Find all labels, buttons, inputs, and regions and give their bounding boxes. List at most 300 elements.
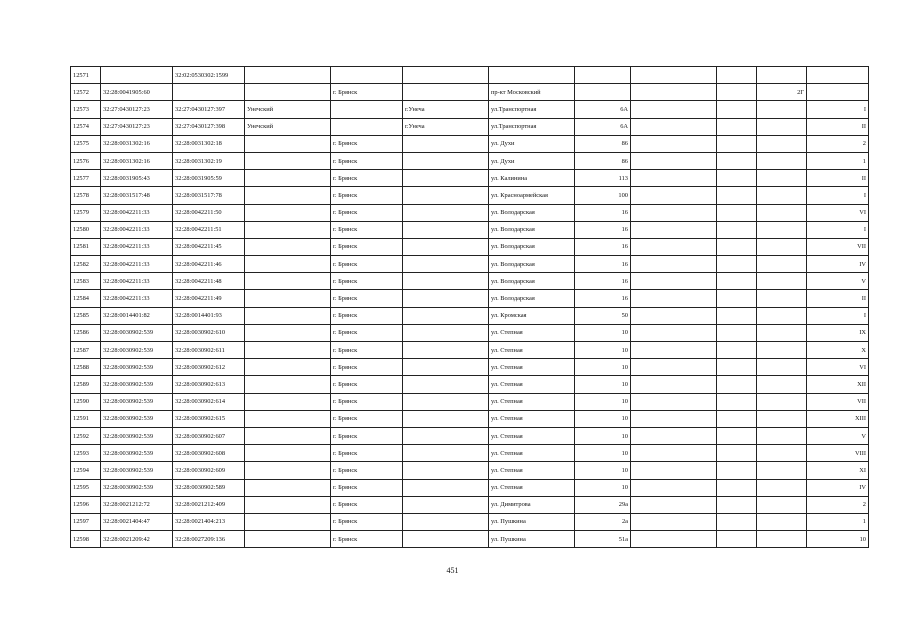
building-cell	[631, 118, 717, 135]
room-number-cell: I	[807, 221, 869, 238]
city-cell: г. Брянск	[331, 273, 403, 290]
city-cell: г. Брянск	[331, 462, 403, 479]
town-cell	[403, 273, 489, 290]
city-cell: г. Брянск	[331, 427, 403, 444]
street-cell: ул. Степная	[489, 393, 575, 410]
row-number-cell: 12573	[71, 101, 101, 118]
unit-cell	[757, 427, 807, 444]
letter-cell	[717, 290, 757, 307]
district-cell	[245, 238, 331, 255]
town-cell	[403, 479, 489, 496]
cadastral-number-cell: 32:28:0030902:615	[173, 410, 245, 427]
cadastral-number-cell: 32:28:0031302:19	[173, 152, 245, 169]
town-cell	[403, 221, 489, 238]
building-cell	[631, 238, 717, 255]
street-cell: ул. Володарская	[489, 221, 575, 238]
letter-cell	[717, 170, 757, 187]
building-cell	[631, 342, 717, 359]
district-cell	[245, 324, 331, 341]
letter-cell	[717, 101, 757, 118]
cadastral-block-cell: 32:28:0042211:33	[101, 221, 173, 238]
unit-cell	[757, 170, 807, 187]
unit-cell	[757, 67, 807, 84]
room-number-cell	[807, 84, 869, 101]
city-cell: г. Брянск	[331, 170, 403, 187]
city-cell: г. Брянск	[331, 187, 403, 204]
letter-cell	[717, 393, 757, 410]
building-cell	[631, 410, 717, 427]
cadastral-number-cell: 32:27:0430127:398	[173, 118, 245, 135]
row-number-cell: 12571	[71, 67, 101, 84]
room-number-cell: I	[807, 101, 869, 118]
cadastral-number-cell: 32:28:0031517:78	[173, 187, 245, 204]
letter-cell	[717, 427, 757, 444]
cadastral-block-cell: 32:28:0014401:82	[101, 307, 173, 324]
table-row	[71, 152, 869, 169]
district-cell	[245, 152, 331, 169]
house-number-cell: 10	[575, 376, 631, 393]
district-cell	[245, 187, 331, 204]
house-number-cell	[575, 67, 631, 84]
unit-cell	[757, 101, 807, 118]
building-cell	[631, 67, 717, 84]
row-number-cell: 12588	[71, 359, 101, 376]
building-cell	[631, 152, 717, 169]
street-cell: ул. Духи	[489, 135, 575, 152]
building-cell	[631, 221, 717, 238]
unit-cell	[757, 479, 807, 496]
row-number-cell: 12580	[71, 221, 101, 238]
cadastral-block-cell: 32:28:0021404:47	[101, 513, 173, 530]
district-cell	[245, 410, 331, 427]
house-number-cell: 100	[575, 187, 631, 204]
district-cell	[245, 290, 331, 307]
town-cell	[403, 342, 489, 359]
unit-cell	[757, 496, 807, 513]
building-cell	[631, 462, 717, 479]
letter-cell	[717, 67, 757, 84]
row-number-cell: 12579	[71, 204, 101, 221]
room-number-cell: 1	[807, 513, 869, 530]
letter-cell	[717, 531, 757, 548]
street-cell: ул. Володарская	[489, 290, 575, 307]
cadastral-number-cell: 32:28:0030902:610	[173, 324, 245, 341]
building-cell	[631, 204, 717, 221]
building-cell	[631, 170, 717, 187]
table-row	[71, 359, 869, 376]
district-cell	[245, 273, 331, 290]
city-cell: г. Брянск	[331, 376, 403, 393]
street-cell: ул. Пушкина	[489, 513, 575, 530]
unit-cell	[757, 531, 807, 548]
building-cell	[631, 307, 717, 324]
district-cell: Унечский	[245, 101, 331, 118]
street-cell: ул. Степная	[489, 324, 575, 341]
row-number-cell: 12574	[71, 118, 101, 135]
table-row	[71, 187, 869, 204]
letter-cell	[717, 479, 757, 496]
unit-cell	[757, 462, 807, 479]
row-number-cell: 12596	[71, 496, 101, 513]
house-number-cell: 50	[575, 307, 631, 324]
town-cell	[403, 359, 489, 376]
room-number-cell: XI	[807, 462, 869, 479]
cadastral-number-cell: 32:28:0030902:609	[173, 462, 245, 479]
town-cell	[403, 238, 489, 255]
town-cell	[403, 256, 489, 273]
row-number-cell: 12589	[71, 376, 101, 393]
city-cell: г. Брянск	[331, 531, 403, 548]
row-number-cell: 12584	[71, 290, 101, 307]
town-cell	[403, 307, 489, 324]
row-number-cell: 12577	[71, 170, 101, 187]
district-cell	[245, 513, 331, 530]
cadastral-block-cell: 32:28:0030902:539	[101, 427, 173, 444]
table-row	[71, 238, 869, 255]
town-cell: г.Унеча	[403, 101, 489, 118]
district-cell	[245, 445, 331, 462]
house-number-cell: 16	[575, 290, 631, 307]
district-cell	[245, 256, 331, 273]
cadastral-block-cell: 32:28:0030902:539	[101, 359, 173, 376]
town-cell	[403, 376, 489, 393]
table-row	[71, 462, 869, 479]
building-cell	[631, 84, 717, 101]
cadastral-number-cell: 32:28:0030902:613	[173, 376, 245, 393]
street-cell: ул. Степная	[489, 445, 575, 462]
cadastral-block-cell: 32:28:0030902:539	[101, 324, 173, 341]
cadastral-block-cell: 32:28:0041905:60	[101, 84, 173, 101]
city-cell: г. Брянск	[331, 342, 403, 359]
street-cell	[489, 67, 575, 84]
letter-cell	[717, 238, 757, 255]
building-cell	[631, 445, 717, 462]
building-cell	[631, 135, 717, 152]
building-cell	[631, 393, 717, 410]
cadastral-block-cell: 32:27:0430127:23	[101, 118, 173, 135]
city-cell: г. Брянск	[331, 135, 403, 152]
letter-cell	[717, 221, 757, 238]
table-row	[71, 531, 869, 548]
table-row	[71, 427, 869, 444]
letter-cell	[717, 410, 757, 427]
room-number-cell: II	[807, 170, 869, 187]
letter-cell	[717, 152, 757, 169]
building-cell	[631, 376, 717, 393]
cadastral-block-cell: 32:28:0031517:48	[101, 187, 173, 204]
street-cell: ул. Степная	[489, 410, 575, 427]
row-number-cell: 12597	[71, 513, 101, 530]
table-row	[71, 170, 869, 187]
table-row	[71, 101, 869, 118]
unit-cell	[757, 204, 807, 221]
row-number-cell: 12591	[71, 410, 101, 427]
building-cell	[631, 324, 717, 341]
cadastral-block-cell: 32:28:0031302:16	[101, 135, 173, 152]
cadastral-number-cell: 32:28:0042211:48	[173, 273, 245, 290]
city-cell: г. Брянск	[331, 221, 403, 238]
house-number-cell: 29а	[575, 496, 631, 513]
letter-cell	[717, 84, 757, 101]
row-number-cell: 12593	[71, 445, 101, 462]
street-cell: ул. Степная	[489, 342, 575, 359]
unit-cell	[757, 221, 807, 238]
room-number-cell: 2	[807, 135, 869, 152]
city-cell	[331, 67, 403, 84]
cadastral-block-cell: 32:28:0030902:539	[101, 410, 173, 427]
cadastral-number-cell: 32:28:0042211:49	[173, 290, 245, 307]
room-number-cell: XII	[807, 376, 869, 393]
cadastral-block-cell: 32:28:0030902:539	[101, 342, 173, 359]
city-cell	[331, 118, 403, 135]
cadastral-block-cell: 32:28:0030902:539	[101, 376, 173, 393]
unit-cell	[757, 445, 807, 462]
street-cell: ул. Володарская	[489, 238, 575, 255]
town-cell: г.Унеча	[403, 118, 489, 135]
building-cell	[631, 496, 717, 513]
room-number-cell: 1	[807, 152, 869, 169]
letter-cell	[717, 273, 757, 290]
row-number-cell: 12592	[71, 427, 101, 444]
row-number-cell: 12582	[71, 256, 101, 273]
property-register-table	[70, 66, 869, 548]
row-number-cell: 12578	[71, 187, 101, 204]
room-number-cell: X	[807, 342, 869, 359]
letter-cell	[717, 462, 757, 479]
cadastral-number-cell	[173, 84, 245, 101]
cadastral-number-cell: 32:28:0021404:213	[173, 513, 245, 530]
city-cell: г. Брянск	[331, 479, 403, 496]
city-cell: г. Брянск	[331, 410, 403, 427]
room-number-cell: VI	[807, 204, 869, 221]
street-cell: ул. Степная	[489, 376, 575, 393]
house-number-cell: 2а	[575, 513, 631, 530]
table-row	[71, 410, 869, 427]
table-row	[71, 273, 869, 290]
letter-cell	[717, 118, 757, 135]
district-cell	[245, 204, 331, 221]
table-row	[71, 445, 869, 462]
city-cell: г. Брянск	[331, 256, 403, 273]
building-cell	[631, 531, 717, 548]
table-row	[71, 393, 869, 410]
cadastral-block-cell: 32:28:0042211:33	[101, 238, 173, 255]
cadastral-block-cell: 32:28:0031905:43	[101, 170, 173, 187]
unit-cell	[757, 307, 807, 324]
table-row	[71, 221, 869, 238]
district-cell: Унечский	[245, 118, 331, 135]
row-number-cell: 12598	[71, 531, 101, 548]
town-cell	[403, 135, 489, 152]
room-number-cell: VII	[807, 238, 869, 255]
letter-cell	[717, 513, 757, 530]
street-cell: ул.Транспортная	[489, 118, 575, 135]
unit-cell	[757, 152, 807, 169]
table-row	[71, 290, 869, 307]
city-cell: г. Брянск	[331, 496, 403, 513]
table-row	[71, 307, 869, 324]
house-number-cell: 51а	[575, 531, 631, 548]
table-row	[71, 256, 869, 273]
city-cell: г. Брянск	[331, 324, 403, 341]
house-number-cell: 113	[575, 170, 631, 187]
street-cell: ул. Степная	[489, 359, 575, 376]
letter-cell	[717, 187, 757, 204]
town-cell	[403, 152, 489, 169]
room-number-cell: II	[807, 290, 869, 307]
house-number-cell: 86	[575, 152, 631, 169]
town-cell	[403, 324, 489, 341]
unit-cell	[757, 410, 807, 427]
cadastral-block-cell	[101, 67, 173, 84]
table-row	[71, 324, 869, 341]
row-number-cell: 12581	[71, 238, 101, 255]
house-number-cell: 16	[575, 256, 631, 273]
town-cell	[403, 187, 489, 204]
letter-cell	[717, 324, 757, 341]
city-cell: г. Брянск	[331, 393, 403, 410]
house-number-cell: 10	[575, 427, 631, 444]
cadastral-number-cell: 32:28:0042211:51	[173, 221, 245, 238]
building-cell	[631, 427, 717, 444]
letter-cell	[717, 376, 757, 393]
district-cell	[245, 462, 331, 479]
building-cell	[631, 290, 717, 307]
table-row	[71, 513, 869, 530]
district-cell	[245, 307, 331, 324]
unit-cell	[757, 135, 807, 152]
table-row	[71, 479, 869, 496]
unit-cell	[757, 324, 807, 341]
building-cell	[631, 479, 717, 496]
cadastral-block-cell: 32:27:0430127:23	[101, 101, 173, 118]
house-number-cell: 16	[575, 273, 631, 290]
letter-cell	[717, 496, 757, 513]
table-row	[71, 67, 869, 84]
letter-cell	[717, 135, 757, 152]
room-number-cell: IV	[807, 479, 869, 496]
letter-cell	[717, 445, 757, 462]
table-row	[71, 84, 869, 101]
cadastral-number-cell: 32:28:0030902:612	[173, 359, 245, 376]
town-cell	[403, 513, 489, 530]
house-number-cell: 10	[575, 324, 631, 341]
room-number-cell: XIII	[807, 410, 869, 427]
cadastral-number-cell: 32:28:0042211:50	[173, 204, 245, 221]
letter-cell	[717, 256, 757, 273]
table-body	[71, 67, 869, 548]
unit-cell	[757, 256, 807, 273]
street-cell: ул.Транспортная	[489, 101, 575, 118]
house-number-cell: 10	[575, 393, 631, 410]
house-number-cell: 10	[575, 359, 631, 376]
cadastral-block-cell: 32:28:0030902:539	[101, 445, 173, 462]
room-number-cell	[807, 67, 869, 84]
house-number-cell: 10	[575, 342, 631, 359]
house-number-cell: 86	[575, 135, 631, 152]
unit-cell	[757, 290, 807, 307]
cadastral-block-cell: 32:28:0042211:33	[101, 256, 173, 273]
town-cell	[403, 204, 489, 221]
house-number-cell: 10	[575, 445, 631, 462]
unit-cell	[757, 342, 807, 359]
house-number-cell: 16	[575, 204, 631, 221]
city-cell: г. Брянск	[331, 204, 403, 221]
row-number-cell: 12594	[71, 462, 101, 479]
street-cell: пр-кт Московский	[489, 84, 575, 101]
letter-cell	[717, 342, 757, 359]
cadastral-number-cell: 32:28:0030902:607	[173, 427, 245, 444]
city-cell: г. Брянск	[331, 238, 403, 255]
district-cell	[245, 342, 331, 359]
cadastral-block-cell: 32:28:0042211:33	[101, 204, 173, 221]
house-number-cell: 10	[575, 462, 631, 479]
cadastral-number-cell: 32:28:0030902:611	[173, 342, 245, 359]
room-number-cell: V	[807, 273, 869, 290]
street-cell: ул. Володарская	[489, 273, 575, 290]
row-number-cell: 12587	[71, 342, 101, 359]
street-cell: ул. Пушкина	[489, 531, 575, 548]
unit-cell	[757, 187, 807, 204]
cadastral-number-cell: 32:28:0030902:614	[173, 393, 245, 410]
room-number-cell: I	[807, 187, 869, 204]
unit-cell	[757, 118, 807, 135]
unit-cell	[757, 393, 807, 410]
district-cell	[245, 170, 331, 187]
page-number: 451	[446, 566, 459, 575]
letter-cell	[717, 307, 757, 324]
table-row	[71, 496, 869, 513]
unit-cell: 2Г	[757, 84, 807, 101]
city-cell: г. Брянск	[331, 445, 403, 462]
room-number-cell: I	[807, 307, 869, 324]
town-cell	[403, 393, 489, 410]
street-cell: ул. Степная	[489, 427, 575, 444]
cadastral-block-cell: 32:28:0030902:539	[101, 479, 173, 496]
cadastral-number-cell: 32:28:0030902:608	[173, 445, 245, 462]
building-cell	[631, 101, 717, 118]
district-cell	[245, 84, 331, 101]
district-cell	[245, 376, 331, 393]
town-cell	[403, 410, 489, 427]
district-cell	[245, 359, 331, 376]
building-cell	[631, 359, 717, 376]
district-cell	[245, 393, 331, 410]
street-cell: ул. Степная	[489, 479, 575, 496]
table-row	[71, 204, 869, 221]
district-cell	[245, 67, 331, 84]
cadastral-number-cell: 32:27:0430127:397	[173, 101, 245, 118]
house-number-cell: 6А	[575, 118, 631, 135]
town-cell	[403, 531, 489, 548]
row-number-cell: 12572	[71, 84, 101, 101]
town-cell	[403, 496, 489, 513]
room-number-cell: 2	[807, 496, 869, 513]
table-row	[71, 118, 869, 135]
cadastral-block-cell: 32:28:0030902:539	[101, 393, 173, 410]
street-cell: ул. Духи	[489, 152, 575, 169]
building-cell	[631, 187, 717, 204]
cadastral-block-cell: 32:28:0031302:16	[101, 152, 173, 169]
cadastral-number-cell: 32:28:0042211:45	[173, 238, 245, 255]
cadastral-number-cell: 32:28:0014401:93	[173, 307, 245, 324]
room-number-cell: VII	[807, 393, 869, 410]
town-cell	[403, 67, 489, 84]
street-cell: ул. Степная	[489, 462, 575, 479]
table-row	[71, 376, 869, 393]
letter-cell	[717, 359, 757, 376]
district-cell	[245, 221, 331, 238]
